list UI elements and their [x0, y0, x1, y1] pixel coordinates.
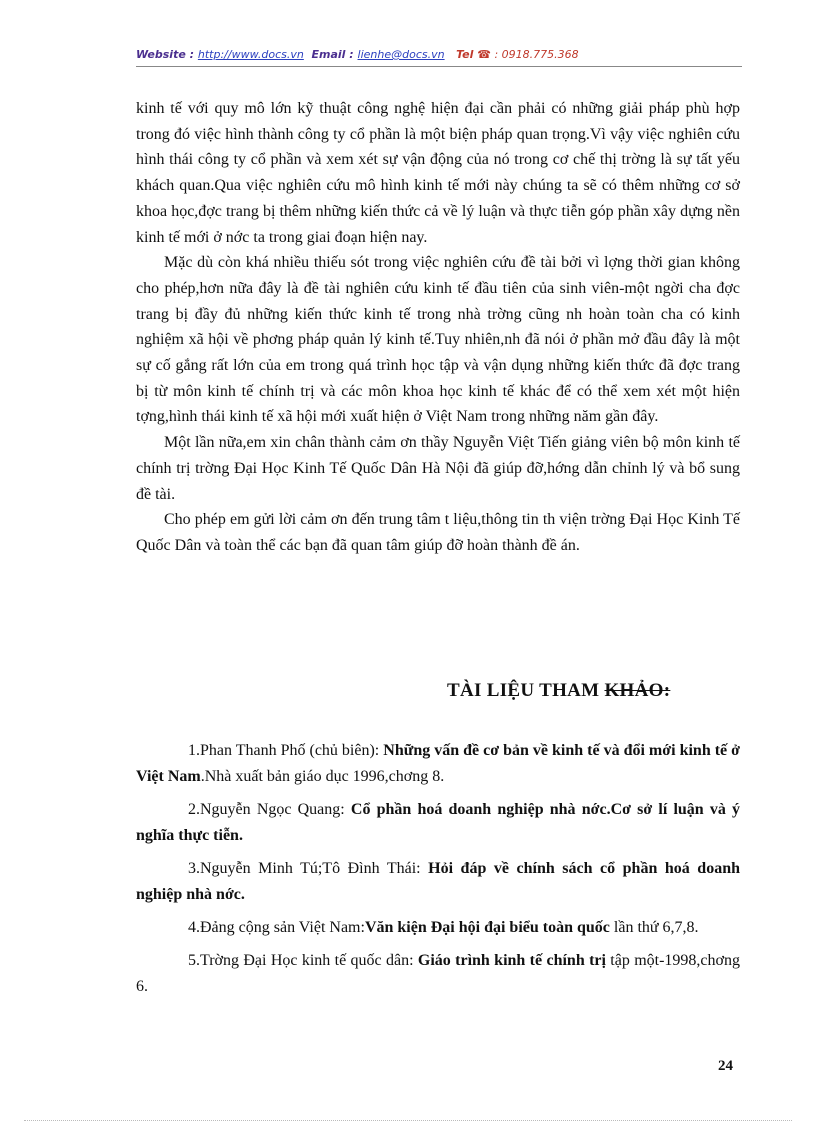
reference-author: 1.Phan Thanh Phố (chủ biên): [188, 742, 384, 759]
email-label: Email [311, 48, 346, 61]
reference-details: .Nhà xuất bản giáo dục 1996,chơng 8. [200, 768, 445, 785]
paragraph: kinh tế với quy mô lớn kỹ thuật công nghệ hiện đại cần phải có những giải pháp phù hợp trong đó việc hình thành công ty cổ phần là một biện pháp quan trọng.Vì vậy việc nghiên cứu hình thái công ty cổ phần và xem xét sự vận động của nó trong cơ chế thị trờng là sự tất yếu khách quan.Qua việc nghiên cứu mô hình kinh tế mới này chúng ta sẽ có thêm những cơ sở khoa học,đợc trang bị thêm những kiến thức cả về lý luận và thực tiễn góp phần xây dựng nền kinh tế mới ở nớc ta trong giai đoạn hiện nay. [136, 100, 740, 246]
paragraph: Mặc dù còn khá nhiều thiếu sót trong việc nghiên cứu đề tài bởi vì lợng thời gian không cho phép,hơn nữa đây là đề tài nghiên cứu kinh tế đầu tiên của sinh viên-một ngời cha đợc trang bị đầy đủ những kiến thức kinh tế trong nhà trờng cũng nh hoàn toàn cha có kinh nghiệm xã hội về phơng pháp quản lý kinh tế.Tuy nhiên,nh đã nói ở phần mở đầu đây là một sự cố gắng rất lớn của em trong quá trình học tập và vận dụng những kiến thức đã đợc trang bị từ môn kinh tế chính trị và các môn khoa học kinh tế khác để có thể xem xét một hiện tợng,hình thái kinh tế xã hội mới xuất hiện ở Việt Nam trong những năm gần đây. [136, 254, 740, 426]
references-heading-main: TÀI LIỆU THAM [447, 680, 605, 701]
body-text [136, 96, 740, 559]
page-header [136, 48, 742, 61]
reference-title: Những vấn đề cơ bản về kinh tế và đổi mới kinh tế ở Việt Nam [136, 742, 741, 785]
reference-title: Cổ phần hoá doanh nghiệp nhà nớc.Cơ sở lí luận và ý nghĩa thực tiễn. [136, 801, 740, 844]
reference-title: Giáo trình kinh tế chính trị [417, 952, 606, 969]
references-list [136, 738, 740, 1007]
tel-number: 0918.775.368 [501, 48, 579, 61]
header-divider [136, 66, 742, 67]
tel-label: Tel [456, 48, 474, 61]
reference-author: 2.Nguyễn Ngọc Quang: [188, 801, 351, 818]
reference-title: Văn kiện Đại hội đại biểu toàn quốc [364, 919, 610, 936]
paragraph: Một lần nữa,em xin chân thành cảm ơn thầy Nguyễn Việt Tiến giảng viên bộ môn kinh tế chính trị trờng Đại Học Kinh Tế Quốc Dân Hà Nội đã giúp đỡ,hớng dẫn chỉnh lý và bổ sung đề tài. [136, 434, 740, 503]
reference-details: lần thứ 6,7,8. [609, 919, 699, 936]
reference-author: 5.Trờng Đại Học kinh tế quốc dân: [188, 952, 418, 969]
reference-item [136, 797, 740, 849]
reference-author: 3.Nguyễn Minh Tú;Tô Đình Thái: [188, 860, 429, 877]
page-number: 24 [718, 1058, 733, 1074]
tel-separator: : [490, 48, 502, 61]
phone-icon: ☎ [477, 48, 491, 61]
paragraph: Cho phép em gửi lời cảm ơn đến trung tâm t liệu,thông tin th viện trờng Đại Học Kinh Tế Quốc Dân và toàn thể các bạn đã quan tâm giúp đỡ hoàn thành đề án. [136, 511, 740, 554]
reference-item [136, 948, 740, 1000]
website-label: Website [136, 48, 186, 61]
email-link[interactable]: lienhe@docs.vn [357, 48, 445, 61]
reference-title: Hỏi đáp về chính sách cổ phần hoá doanh nghiệp nhà nớc. [136, 860, 740, 903]
reference-item [136, 856, 740, 908]
reference-author: 4.Đảng cộng sản Việt Nam: [188, 919, 365, 936]
website-link[interactable]: http://www.docs.vn [197, 48, 304, 61]
page-bottom-divider [24, 1120, 792, 1121]
references-heading-struck: KHẢO: [604, 680, 671, 701]
website-separator: : [185, 48, 198, 61]
references-heading [447, 680, 670, 702]
reference-details: tập một-1998,chơng 6. [136, 952, 740, 995]
reference-item [136, 915, 740, 941]
email-separator: : [345, 48, 358, 61]
reference-item [136, 738, 740, 790]
